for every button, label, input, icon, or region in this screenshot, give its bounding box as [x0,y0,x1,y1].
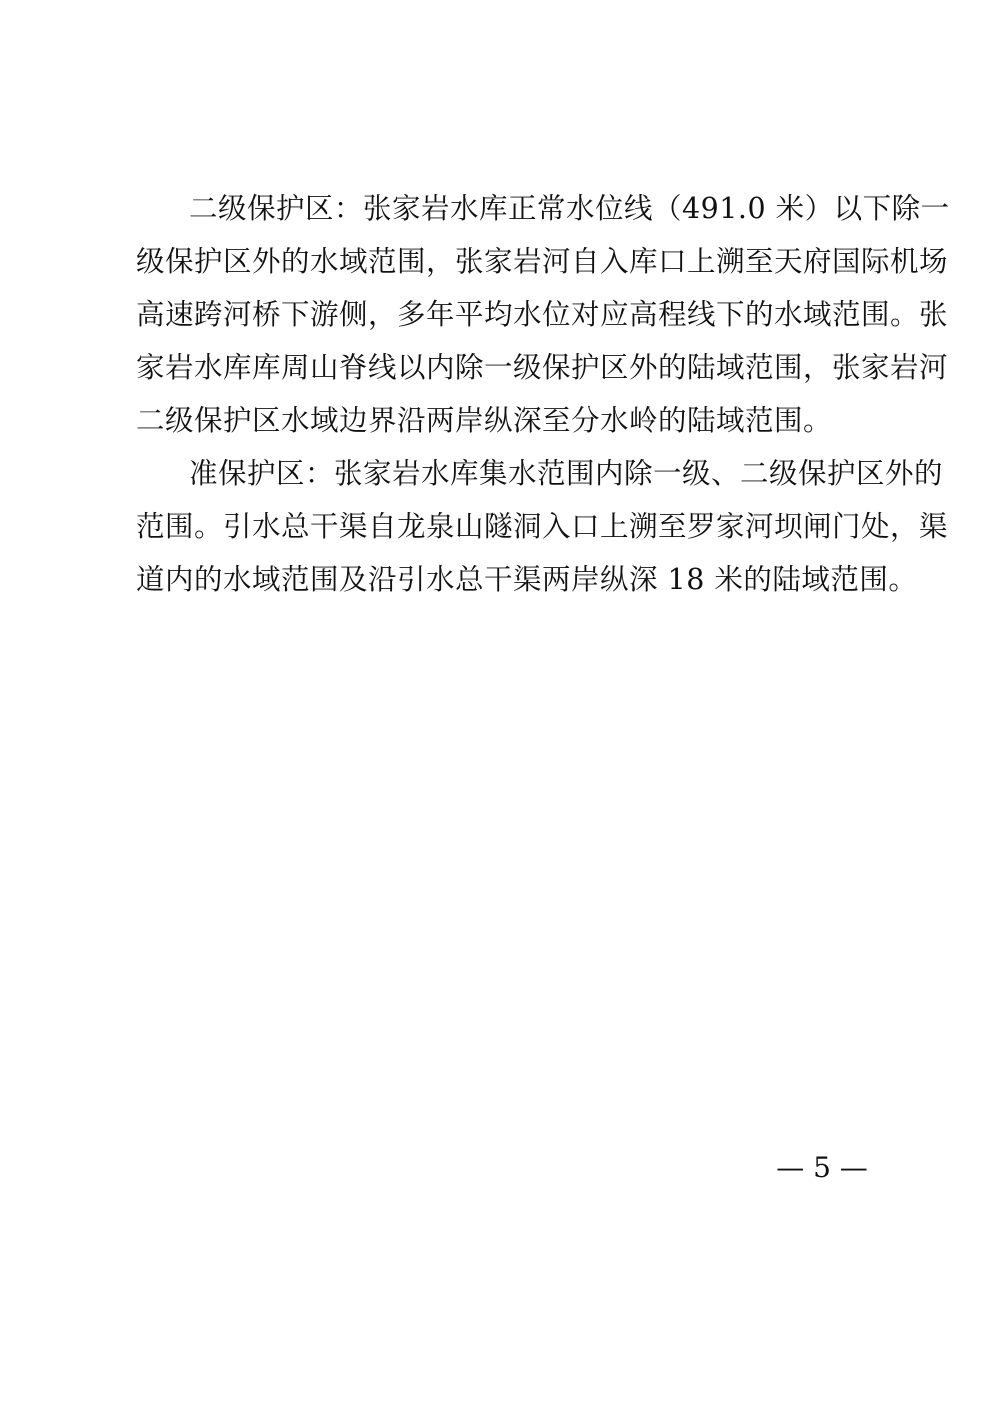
paragraph-line: 高速跨河桥下游侧，多年平均水位对应高程线下的水域范围。张 [136,298,949,331]
paragraph-secondary-protection-zone [136,182,950,447]
paragraph-line: 二级保护区：张家岩水库正常水位线（491.0 米）以下除一 [189,192,950,225]
paragraph-line: 准保护区：张家岩水库集水范围内除一级、二级保护区外的 [189,457,944,490]
paragraph-quasi-protection-zone [136,447,949,606]
paragraph-line: 范围。引水总干渠自龙泉山隧洞入口上溯至罗家河坝闸门处，渠 [136,510,949,543]
page-number: — 5 — [776,1151,868,1184]
paragraph-line: 二级保护区水域边界沿两岸纵深至分水岭的陆域范围。 [136,404,833,437]
paragraph-line: 家岩水库库周山脊线以内除一级保护区外的陆域范围，张家岩河 [136,351,949,384]
paragraph-line: 道内的水域范围及沿引水总干渠两岸纵深 18 米的陆域范围。 [136,563,918,596]
paragraph-line: 级保护区外的水域范围，张家岩河自入库口上溯至天府国际机场 [136,245,949,278]
document-body [136,182,950,606]
